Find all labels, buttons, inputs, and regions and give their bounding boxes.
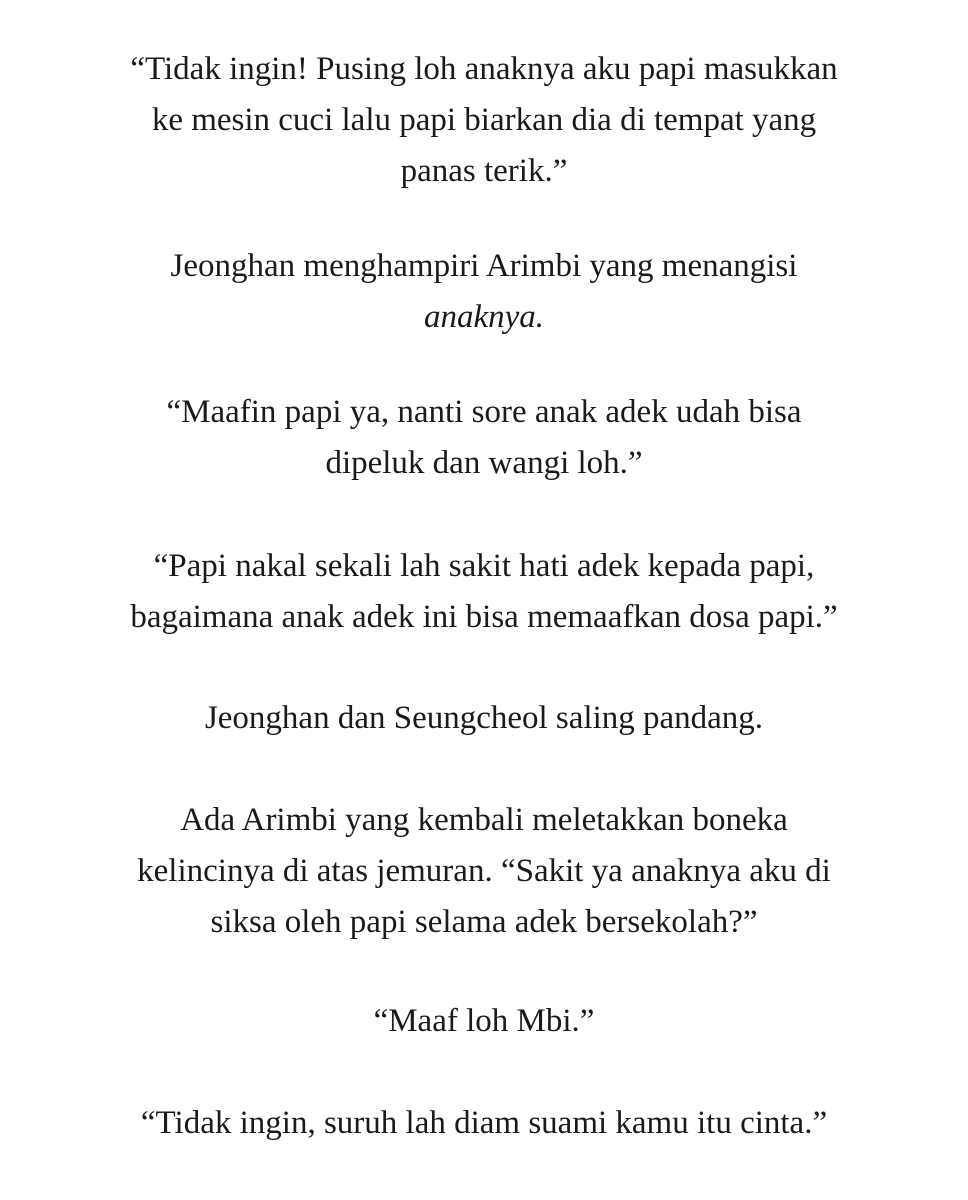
text-line: “Maaf loh Mbi.” xyxy=(373,1003,595,1039)
text-line: Jeonghan dan Seungcheol saling pandang. xyxy=(204,700,764,736)
text-line: “Papi nakal sekali lah sakit hati adek kepada papi, xyxy=(153,548,815,584)
text-line: “Maafin papi ya, nanti sore anak adek udah bisa xyxy=(166,394,802,430)
text-line: panas terik.” xyxy=(400,153,568,189)
paragraph-7 xyxy=(0,996,968,1047)
paragraph-6 xyxy=(0,795,968,948)
paragraph-4 xyxy=(0,541,968,643)
text-line: kelincinya di atas jemuran. “Sakit ya anaknya aku di xyxy=(137,853,831,889)
text-line: “Tidak ingin, suruh lah diam suami kamu itu cinta.” xyxy=(140,1105,828,1141)
text-line: “Tidak ingin! Pusing loh anaknya aku papi masukkan xyxy=(130,51,838,87)
text-line: ke mesin cuci lalu papi biarkan dia di tempat yang xyxy=(151,102,817,138)
paragraph-3 xyxy=(0,387,968,489)
paragraph-5 xyxy=(0,693,968,744)
paragraph-1 xyxy=(0,44,968,197)
text-line: Ada Arimbi yang kembali meletakkan boneka xyxy=(180,802,788,838)
text-line: bagaimana anak adek ini bisa memaafkan dosa papi.” xyxy=(130,599,838,635)
italic-text-line: anaknya. xyxy=(423,299,545,335)
paragraph-8 xyxy=(0,1098,968,1149)
text-line: Jeonghan menghampiri Arimbi yang menangisi xyxy=(170,248,798,284)
text-line: siksa oleh papi selama adek bersekolah?” xyxy=(210,904,758,940)
paragraph-2 xyxy=(0,241,968,343)
text-line: dipeluk dan wangi loh.” xyxy=(325,445,643,481)
